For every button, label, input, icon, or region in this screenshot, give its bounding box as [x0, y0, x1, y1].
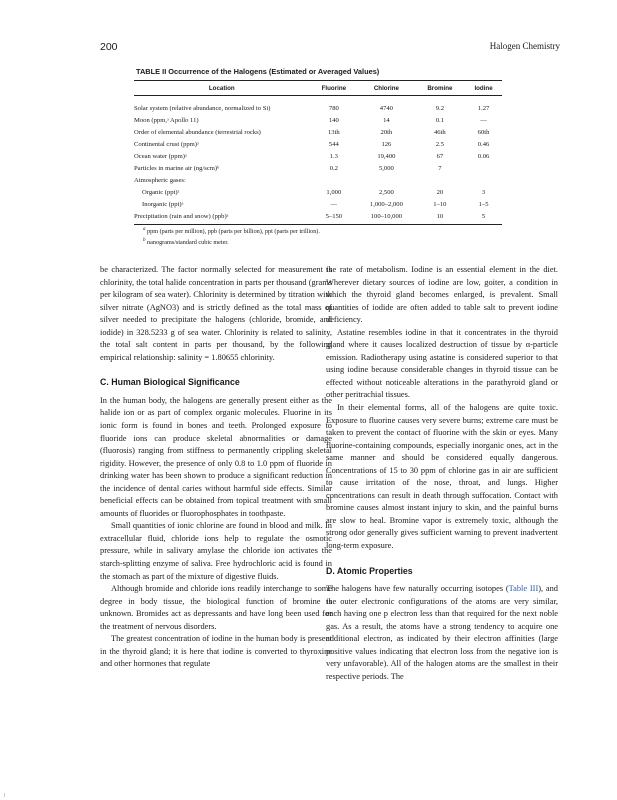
paragraph: In the human body, the halogens are generally present either as the halide ion or as part of complex organic molecules. Fluorine in its ionic form is found in bones and teeth. Prolonged exposure to fluoride ions can produce skeletal abnormalities or damage (fluorosis) ranging from stiffness to permanently crippling skeletal rigidity. However, the presence of only 0.8 to 1.0 ppm of fluoride in drinking water has been shown to produce a significant reduction in the incidence of dental caries without harmful side effects. Similar beneficial effects can be obtained from topical treatment with small amounts of fluorides or fluorophosphates in toothpaste. [100, 395, 332, 518]
cell-iodine [465, 174, 502, 186]
footnote-mark: a [143, 227, 146, 232]
cell-fluorine: 13th [327, 128, 340, 136]
cell-iodine: 0.06 [477, 152, 490, 160]
row-label: Solar system (relative abundance, normalized to Si) [134, 104, 271, 112]
cell-bromine: 2.5 [435, 140, 444, 148]
row-label: Inorganic (ppt)ᵃ [142, 200, 184, 208]
cell-iodine: 60th [477, 128, 490, 136]
cell-chlorine [358, 174, 415, 186]
cell-bromine: 9.2 [435, 104, 444, 112]
column-header-iodine: Iodine [465, 81, 502, 96]
column-header-chlorine: Chlorine [358, 81, 415, 96]
cell-fluorine: 0.2 [329, 164, 338, 172]
column-header-fluorine: Fluorine [310, 81, 359, 96]
cell-bromine [415, 174, 465, 186]
cell-iodine: 1.27 [477, 104, 490, 112]
cell-bromine: 0.1 [435, 116, 444, 124]
paragraph: the rate of metabolism. Iodine is an essential element in the diet. Wherever dietary sources of iodine are low, goiter, a condition in which the thyroid gland becomes enlarged, is prevalent. Small quantities of iodide are often added to table salt to prevent iodine deficiency. [326, 265, 558, 325]
section-heading-d: D. Atomic Properties [326, 565, 413, 576]
paragraph: In their elemental forms, all of the halogens are quite toxic. Exposure to fluorine causes very severe burns; extreme care must be taken to prevent the contact of fluorine with the skin or eyes. Many fluorine-containing compounds, especially inorganic ones, act in the same manner and should be considered equally dangerous. Concentrations of 15 to 30 ppm of chlorine gas in air are sufficient to cause irritation of the nose, throat, and lungs. Higher concentrations can result in death through suffocation. Contact with bromine causes almost instant injury to skin, and the painful burns are slow to heal. Bromine vapor is extremely toxic, although the strong odor generally gives sufficient warning to prevent inadvertent long-term exposure. [326, 403, 558, 551]
table-header-row [134, 81, 502, 96]
paragraph: be characterized. The factor normally selected for measurement is chlorinity, the total halide concentration in parts per thousand (grams per kilogram of sea water). Chlorinity is determined by titration with silver nitrate (AgNO3) and is strictly defined as the total mass of silver needed to precipitate the halogens (chloride, bromide, and iodide) in 328.5233 g of sea water. Chlorinity is related to salinity, the total salt content in parts per thousand, by the following empirical relationship: salinity = 1.80655 chlorinity. [100, 265, 332, 362]
cell-bromine: 67 [436, 152, 444, 160]
cell-chlorine: 5,000 [378, 164, 394, 172]
cell-fluorine: 1.3 [329, 152, 338, 160]
table-row [134, 126, 502, 138]
paragraph: Astatine resembles iodine in that it concentrates in the thyroid gland where it causes localized destruction of tissue by α-particle emission. Radiotherapy using astatine is considered superior to that using iodine because considerable changes in thyroid tissue can be effected without noticeable alterations in the parathyroid gland or other peritrachial tissues. [326, 327, 558, 400]
cell-chlorine: 100–10,000 [358, 210, 415, 225]
cell-chlorine: 14 [383, 116, 390, 124]
cell-chlorine: 4740 [379, 104, 393, 112]
cell-fluorine [310, 174, 359, 186]
cell-bromine: 7 [438, 164, 442, 172]
column-header-location: Location [134, 81, 310, 96]
row-label: Atmospheric gases: [134, 176, 186, 184]
paragraph [326, 583, 558, 683]
table-row [134, 102, 502, 114]
left-column [100, 264, 332, 671]
cell-chlorine: 19,400 [377, 152, 396, 160]
table-iii-link[interactable]: Table III [508, 584, 539, 594]
table-row [134, 174, 502, 186]
cell-chlorine: 20th [380, 128, 393, 136]
page-number: 200 [100, 41, 118, 53]
table-row [134, 186, 502, 198]
cell-iodine: 1–5 [478, 200, 489, 208]
footnote-mark: b [143, 238, 146, 243]
table-caption: TABLE II Occurrence of the Halogens (Estimated or Averaged Values) [136, 67, 380, 76]
table-row [134, 162, 502, 174]
cell-fluorine: 140 [328, 116, 339, 124]
row-label: Continental crust (ppm)ᵃ [134, 140, 199, 148]
cell-fluorine: 1,000 [326, 188, 342, 196]
column-header-bromine: Bromine [415, 81, 465, 96]
cell-bromine: 1–10 [433, 200, 447, 208]
row-label: Order of elemental abundance (terrestrial rocks) [134, 128, 261, 136]
cell-fluorine: 544 [328, 140, 339, 148]
paragraph-text: ), and the outer electronic configurations of the atoms are very similar, each having one p electron less than that required for the next noble gas. As a result, the atoms have a strong tendency to acquire one additional electron, as indicated by their electron affinities (large positive values indicating that electron loss from the negative ion is very unfavorable). All of the halogen atoms are the smallest in their respective periods. The [326, 584, 558, 681]
row-label: Organic (ppt)ᵃ [142, 188, 180, 196]
cell-bromine: 46th [434, 128, 446, 136]
cell-chlorine: 2,500 [378, 188, 394, 196]
paragraph: Although bromide and chloride ions readily interchange to some degree in body tissue, the biological function of bromine is unknown. Bromides act as depressants and have long been used for the treatment of nervous disorders. [100, 584, 332, 631]
cell-iodine: 5 [465, 210, 502, 225]
cell-chlorine: 1,000–2,000 [369, 200, 403, 208]
right-column [326, 264, 558, 684]
table-footnote-a [143, 227, 320, 235]
cell-bromine: 10 [415, 210, 465, 225]
cell-fluorine: 5–150 [310, 210, 359, 225]
table-row [134, 198, 502, 210]
table-row [134, 150, 502, 162]
page-edge-mark [4, 793, 5, 797]
page-header [100, 41, 560, 55]
row-label: Ocean water (ppm)ᵃ [134, 152, 187, 160]
footnote-text: nanograms/standard cubic meter. [147, 239, 229, 247]
cell-iodine [465, 162, 502, 174]
running-title: Halogen Chemistry [489, 41, 560, 51]
table-row [134, 114, 502, 126]
cell-fluorine: — [330, 200, 338, 208]
cell-bromine: 20 [436, 188, 444, 196]
cell-fluorine: 780 [328, 104, 339, 112]
row-label: Precipitation (rain and snow) (ppb)ᵃ [134, 210, 310, 225]
row-label: Particles in marine air (ng/scm)ᵇ [134, 164, 220, 172]
section-heading-c: C. Human Biological Significance [100, 377, 240, 388]
cell-iodine: 0.46 [477, 140, 490, 148]
cell-iodine: 3 [481, 188, 486, 196]
paragraph-text: The halogens have few naturally occurring isotopes ( [326, 584, 509, 594]
footnote-text: ppm (parts per million), ppb (parts per billion), ppt (parts per trillion). [147, 228, 320, 236]
paragraph: The greatest concentration of iodine in the human body is present in the thyroid gland; it is here that iodine is converted to thyroxine and other hormones that regulate [100, 634, 332, 669]
row-label: Moon (ppm,ᵃ Apollo 11) [134, 116, 199, 124]
table-row [134, 138, 502, 150]
cell-chlorine: 126 [381, 140, 392, 148]
occurrence-table [134, 80, 502, 225]
paragraph: Small quantities of ionic chlorine are found in blood and milk. In extracellular fluid, chloride ions help to regulate the osmotic pressure, while in salivary amylase the chloride ion activates the starch-splitting enzyme of saliva. Free hydrochloric acid is found in the stomach as part of the mixture of digestive fluids. [100, 521, 332, 581]
table-footnote-b [143, 238, 229, 246]
table-row [134, 210, 502, 225]
cell-iodine: — [480, 116, 487, 124]
